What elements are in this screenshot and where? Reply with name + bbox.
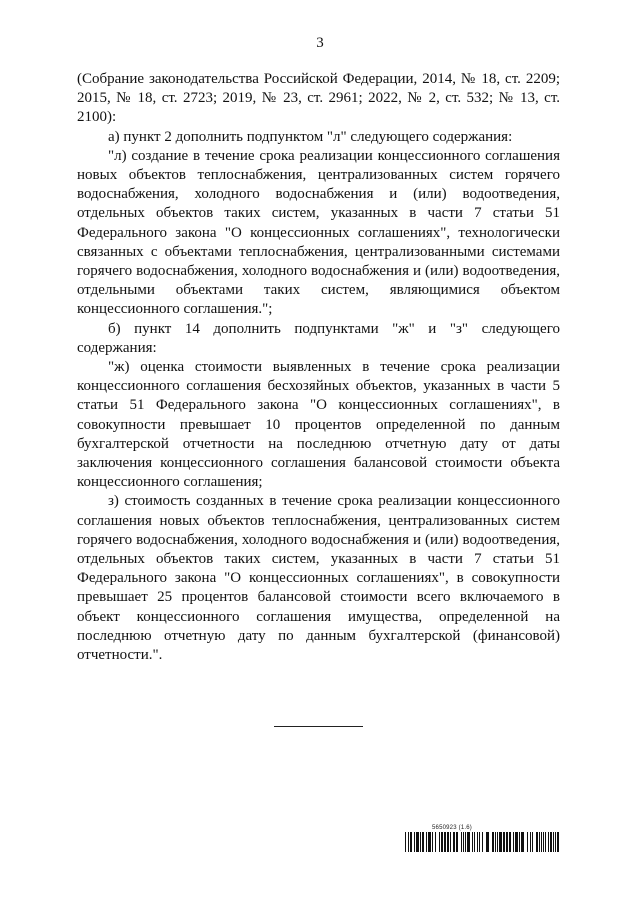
paragraph-subitem-zh: "ж) оценка стоимости выявленных в течение срока реализации концессионного соглашения бесхозяйных объектов, указанных в части 5 статьи 51 Федерального закона "О концессионных соглашениях", в совокупности превышает 10 процентов определенной по данным бухгалтерской отчетности на последнюю отчетную дату от даты заключения концессионного соглашения балансовой стоимости объекта концессионного соглашения;	[77, 359, 560, 491]
page-number: 3	[316, 35, 324, 51]
paragraph-item-b: б) пункт 14 дополнить подпунктами "ж" и "з" следующего содержания:	[77, 320, 560, 356]
paragraph-item-a: а) пункт 2 дополнить подпунктом "л" следующего содержания:	[108, 128, 513, 145]
paragraph-citation: (Собрание законодательства Российской Федерации, 2014, № 18, ст. 2209; 2015, № 18, ст. 2723; 2019, № 23, ст. 2961; 2022, № 2, ст. 532; № 13, ст. 2100):	[77, 71, 560, 126]
barcode	[405, 832, 561, 852]
paragraph-subitem-l: "л) создание в течение срока реализации концессионного соглашения новых объектов теплоснабжения, централизованных систем горячего водоснабжения, холодного водоснабжения и (или) водоотведения, отдельных объектов таких систем, указанных в части 7 статьи 51 Федерального закона "О концессионных соглашениях", технологически связанных с объектами теплоснабжения, централизованными системами горячего водоснабжения, холодного водоснабжения и (или) водоотведения, отдельными объектами таких систем, являющимися объектом концессионного соглашения.";	[77, 147, 560, 318]
barcode-label: 5650923 (1.6)	[432, 825, 472, 831]
document-body	[77, 70, 560, 665]
separator-line	[274, 726, 363, 727]
paragraph-subitem-z: з) стоимость созданных в течение срока реализации концессионного соглашения новых объектов теплоснабжения, централизованных систем горячего водоснабжения, холодного водоснабжения и (или) водоотведения, отдельных объектов таких систем, указанных в части 7 статьи 51 Федерального закона "О концессионных соглашениях", в совокупности превышает 25 процентов балансовой стоимости всего включаемого в объект концессионного соглашения имущества, определенной на последнюю отчетную дату по данным бухгалтерской (финансовой) отчетности.".	[77, 493, 560, 664]
